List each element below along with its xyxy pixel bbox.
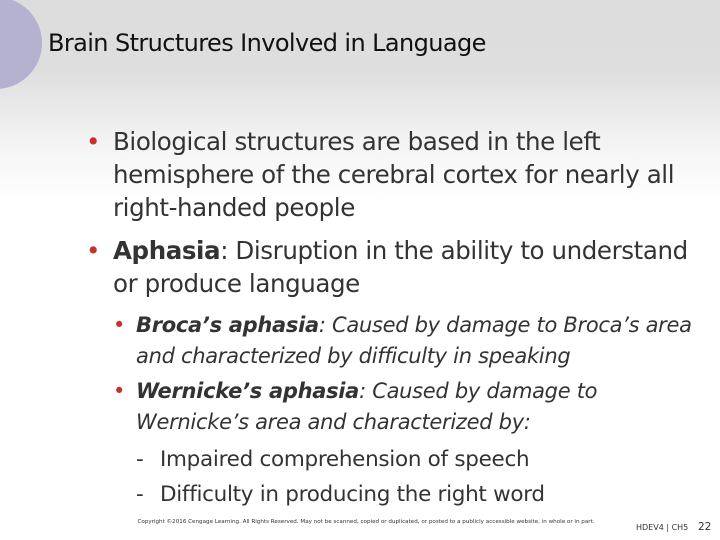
dash-marker: - (136, 482, 144, 507)
course-label: HDEV4 | CH5 (636, 523, 689, 532)
bullet-dot-icon: • (86, 236, 101, 265)
bullet-dot-icon: • (86, 127, 101, 156)
dash-marker: - (136, 447, 144, 472)
sub-bullet-text: : Caused by damage to Broca’s area and characterized by difficulty in speaking (136, 313, 692, 368)
sub-bullet-term: Wernicke’s aphasia (136, 379, 360, 403)
dash-item-text: Impaired comprehension of speech (160, 447, 530, 472)
sub-bullet-wernicke (113, 376, 706, 438)
bullet-text: : Disruption in the ability to understand or produce language (113, 236, 688, 298)
dash-item-text: Difficulty in producing the right word (160, 482, 545, 507)
bullet-aphasia (86, 234, 706, 300)
bullet-dot-icon: • (113, 379, 126, 403)
sub-bullet-text: : Caused by damage to Wernicke’s area and characterized by: (136, 379, 598, 434)
bullet-biological-structures (86, 125, 706, 224)
page-number: 22 (698, 521, 712, 533)
dash-item-producing (136, 477, 706, 512)
bullet-dot-icon: • (113, 313, 126, 337)
bullet-text: Biological structures are based in the left hemisphere of the cerebral cortex for nearly all right-handed people (113, 127, 675, 222)
copyright-notice: Copyright ©2016 Cengage Learning. All Rights Reserved. May not be scanned, copied or duplicated, or posted to a publicly accessible website, in whole or in part. (137, 519, 595, 525)
sub-bullet-broca (113, 310, 706, 372)
slide-body (86, 125, 706, 512)
dash-item-comprehension (136, 442, 706, 477)
sub-bullet-term: Broca’s aphasia (136, 313, 319, 337)
slide-title: Brain Structures Involved in Language (48, 29, 486, 57)
bullet-term: Aphasia (113, 236, 221, 265)
